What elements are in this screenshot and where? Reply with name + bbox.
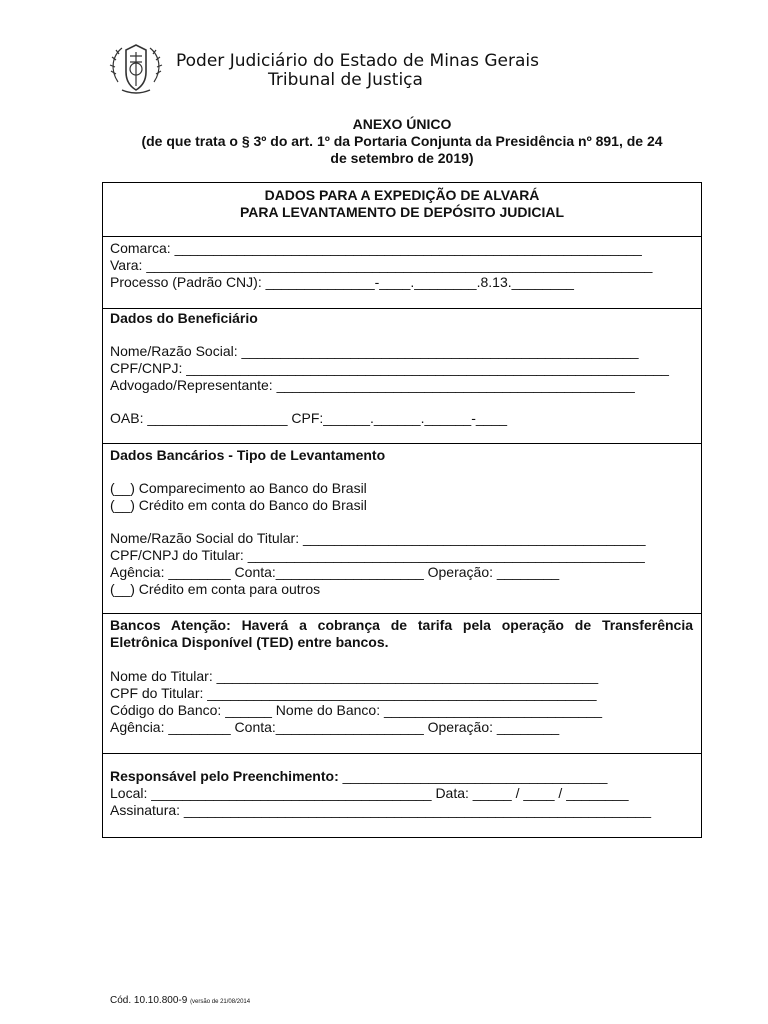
- responsible-field: [110, 768, 607, 785]
- ted-notice: Bancos Atenção: Haverá a cobrança de tarifa pela operação de Transferência Eletrônica Disponível (TED) entre bancos.: [110, 617, 693, 650]
- vara-field: Vara: _________________________________________________________________: [110, 257, 653, 273]
- responsible-section: [103, 753, 701, 837]
- advogado-field: Advogado/Representante: ______________________________________________: [110, 377, 635, 393]
- process-section: [103, 236, 701, 309]
- coat-of-arms-icon: [108, 42, 164, 98]
- form-title: [103, 187, 701, 221]
- other-cpf-titular-field: CPF do Titular: __________________________________________________: [110, 685, 597, 701]
- court-subtitle: Tribunal de Justiça: [268, 70, 423, 90]
- annex-subtitle-line-1: (de que trata o § 3º do art. 1º da Portaria Conjunta da Presidência nº 891, de 24: [141, 133, 663, 149]
- nome-titular-field: Nome/Razão Social do Titular: ____________________________________________: [110, 530, 646, 546]
- agencia-conta-field: Agência: ________ Conta:___________________ Operação: ________: [110, 564, 560, 580]
- other-banks-section: [103, 613, 701, 754]
- assinatura-field: Assinatura: ____________________________________________________________: [110, 802, 652, 818]
- court-name: Poder Judiciário do Estado de Minas Gerais: [176, 51, 539, 71]
- document-code: [110, 995, 250, 1008]
- annex-subtitle-line-2: de setembro de 2019): [330, 150, 474, 166]
- option-credito-outros: (__) Crédito em conta para outros: [110, 581, 321, 597]
- other-agencia-conta-field: Agência: ________ Conta:___________________ Operação: ________: [110, 719, 560, 735]
- cpf-titular-field: CPF/CNPJ do Titular: ___________________________________________________: [110, 547, 645, 563]
- alvara-form: [102, 182, 702, 838]
- nome-razao-social-field: Nome/Razão Social: ___________________________________________________: [110, 343, 639, 359]
- other-nome-titular-field: Nome do Titular: _________________________________________________: [110, 668, 599, 684]
- responsible-blank: __________________________________: [338, 768, 608, 784]
- processo-field: Processo (Padrão CNJ): ______________-____.________.8.13.________: [110, 274, 574, 290]
- annex-heading: [102, 116, 702, 167]
- bank-data-heading: Dados Bancários - Tipo de Levantamento: [110, 447, 386, 463]
- option-comparecimento: (__) Comparecimento ao Banco do Brasil: [110, 480, 367, 496]
- comarca-field: Comarca: ____________________________________________________________: [110, 240, 642, 256]
- beneficiary-heading: Dados do Beneficiário: [110, 310, 258, 326]
- codigo-banco-field: Código do Banco: ______ Nome do Banco: ____________________________: [110, 702, 602, 718]
- responsible-label: Responsável pelo Preenchimento:: [110, 768, 339, 784]
- form-title-line-1: DADOS PARA A EXPEDIÇÃO DE ALVARÁ: [264, 187, 540, 203]
- oab-cpf-field: OAB: __________________ CPF:______.______.______-____: [110, 410, 508, 426]
- cpf-cnpj-field: CPF/CNPJ: ______________________________________________________________: [110, 360, 669, 376]
- form-title-section: [103, 183, 701, 237]
- local-data-field: Local: ____________________________________ Data: _____ / ____ / ________: [110, 785, 629, 801]
- bank-data-section: [103, 443, 701, 614]
- option-credito-bb: (__) Crédito em conta do Banco do Brasil: [110, 497, 367, 513]
- form-title-line-2: PARA LEVANTAMENTO DE DEPÓSITO JUDICIAL: [239, 204, 565, 220]
- document-code-number: Cód. 10.10.800-9: [110, 995, 188, 1006]
- annex-title: ANEXO ÚNICO: [352, 116, 452, 132]
- beneficiary-section: [103, 308, 701, 444]
- document-version: (versão de 21/08/2014: [190, 999, 251, 1005]
